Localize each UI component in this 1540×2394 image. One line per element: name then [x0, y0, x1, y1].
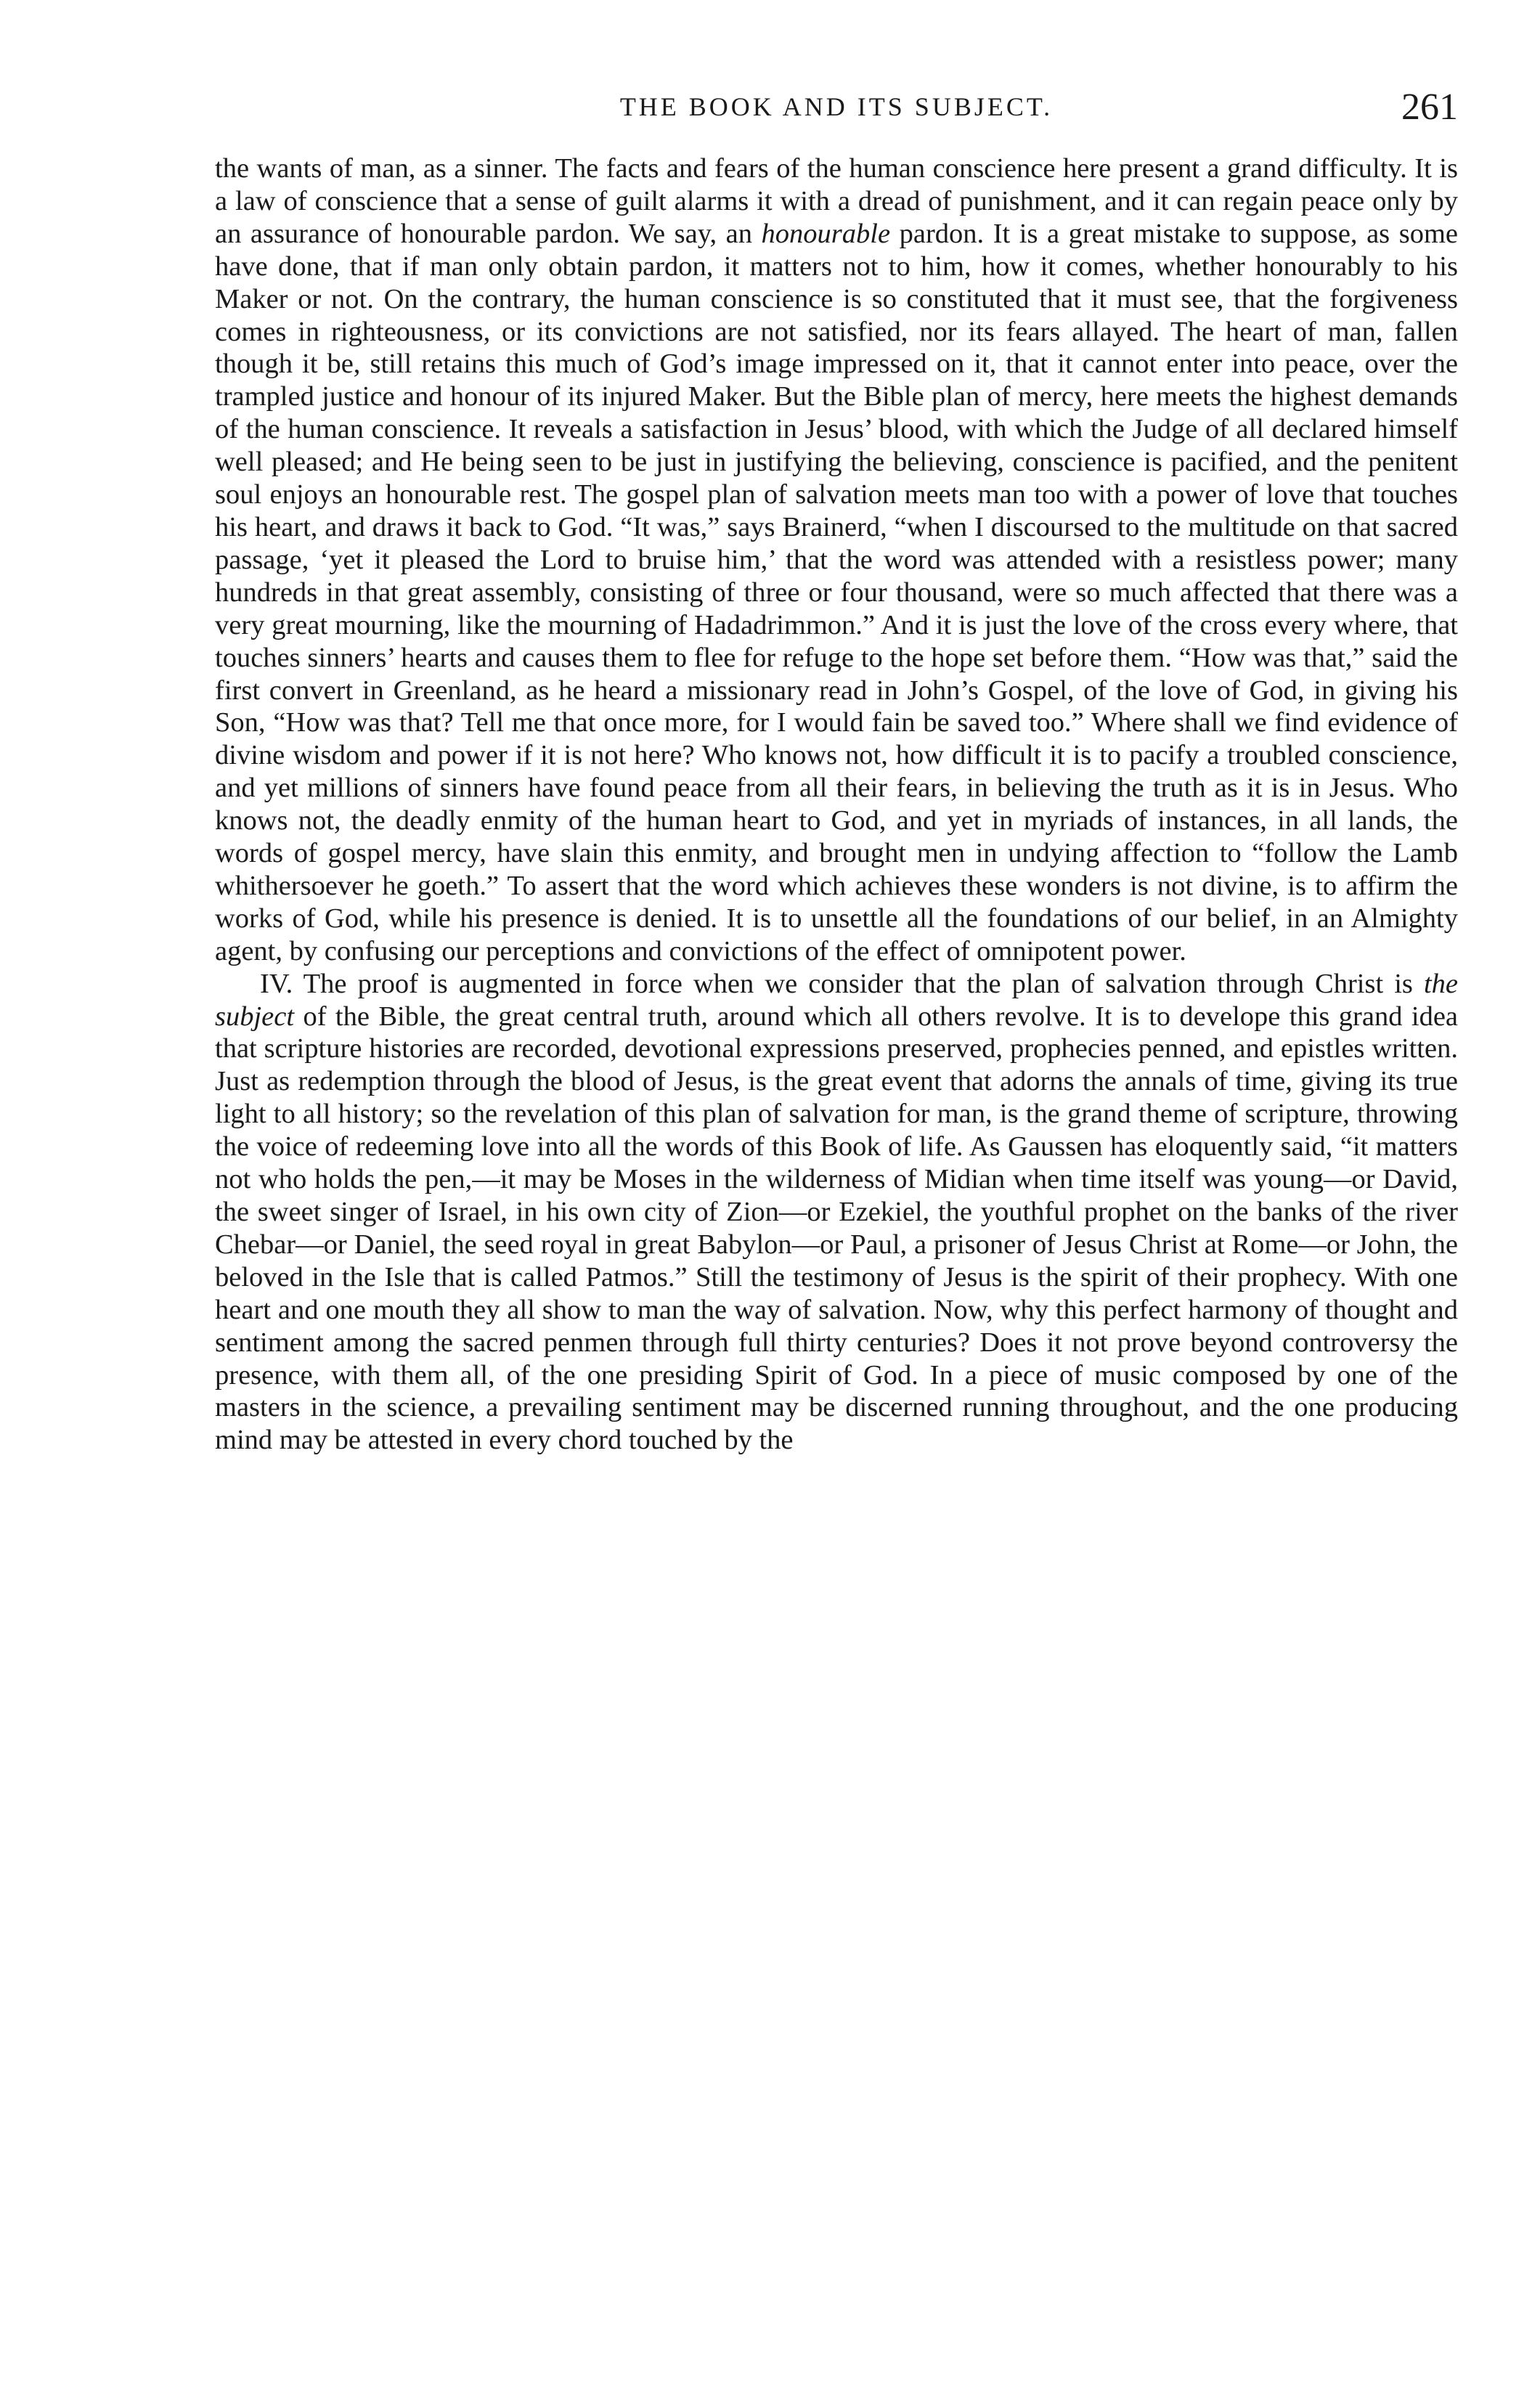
running-header: [215, 86, 1458, 139]
paragraph-2-text-start: IV. The proof is augmented in force when we consider that the plan of salvation through Christ is: [260, 968, 1424, 999]
paragraph-1: [215, 152, 1458, 968]
body-text: [215, 152, 1458, 1457]
paragraph-2-text-end: of the Bible, the great central truth, around which all others revolve. It is to develope this grand idea that scripture histories are recorded, devotional expressions preserved, prophecies penned, and epistles written. Just as redemption through the blood of Jesus, is the great event that adorns the annals of time, giving its true light to all history; so the revelation of this plan of salvation for man, is the grand theme of scripture, throwing the voice of redeeming love into all the words of this Book of life. As Gaussen has eloquently said, “it matters not who holds the pen,—it may be Moses in the wilderness of Midian when time itself was young—or David, the sweet singer of Israel, in his own city of Zion—or Ezekiel, the youthful prophet on the banks of the river Chebar—or Daniel, the seed royal in great Babylon—or Paul, a prisoner of Jesus Christ at Rome—or John, the beloved in the Isle that is called Patmos.” Still the testimony of Jesus is the spirit of their prophecy. With one heart and one mouth they all show to man the way of salvation. Now, why this perfect harmony of thought and sentiment among the sacred penmen through full thirty centuries? Does it not prove beyond controversy the presence, with them all, of the one presiding Spirit of God. In a piece of music composed by one of the masters in the science, a prevailing sentiment may be discerned running throughout, and the one producing mind may be attested in every chord touched by the: [215, 1001, 1458, 1456]
paragraph-1-text-end: pardon. It is a great mistake to suppose, as some have done, that if man only obtain pardon, it matters not to him, how it comes, whether honourably to his Maker or not. On the contrary, the human conscience is so constituted that it must see, that the forgiveness comes in righteousness, or its convictions are not satisfied, nor its fears allayed. The heart of man, fallen though it be, still retains this much of God’s image impressed on it, that it cannot enter into peace, over the trampled justice and honour of its injured Maker. But the Bible plan of mercy, here meets the highest demands of the human conscience. It reveals a satisfaction in Jesus’ blood, with which the Judge of all declared himself well pleased; and He being seen to be just in justifying the believing, conscience is pacified, and the penitent soul enjoys an honourable rest. The gospel plan of salvation meets man too with a power of love that touches his heart, and draws it back to God. “It was,” says Brainerd, “when I discoursed to the multitude on that sacred passage, ‘yet it pleased the Lord to bruise him,’ that the word was attended with a resistless power; many hundreds in that great assembly, consisting of three or four thousand, were so much affected that there was a very great mourning, like the mourning of Hadadrimmon.” And it is just the love of the cross every where, that touches sinners’ hearts and causes them to flee for refuge to the hope set before them. “How was that,” said the first convert in Greenland, as he heard a missionary read in John’s Gospel, of the love of God, in giving his Son, “How was that? Tell me that once more, for I would fain be saved too.” Where shall we find evidence of divine wisdom and power if it is not here? Who knows not, how difficult it is to pacify a troubled conscience, and yet millions of sinners have found peace from all their fears, in believing the truth as it is in Jesus. Who knows not, the deadly enmity of the human heart to God, and yet in myriads of instances, in all lands, the words of gospel mercy, have slain this enmity, and brought men in undying affection to “follow the Lamb whithersoever he goeth.” To assert that the word which achieves these wonders is not divine, is to affirm the works of God, while his presence is denied. It is to unsettle all the foundations of our belief, in an Almighty agent, by confusing our perceptions and convictions of the effect of omnipotent power.: [215, 218, 1458, 966]
page-number: 261: [1401, 86, 1458, 128]
book-page: [215, 86, 1458, 1457]
paragraph-1-italic-honourable: honourable: [761, 218, 891, 249]
paragraph-1-text-start: the wants of man, as a sinner. The facts and fears of the human conscience here present a grand difficulty. It is a law of conscience that a sense of guilt alarms it with a dread of punishment, and it can regain peace only by an assurance of honourable pardon. We say, an: [215, 153, 1458, 249]
running-title: THE BOOK AND ITS SUBJECT.: [619, 92, 1054, 121]
paragraph-2-italic-the-subject: the subject: [215, 968, 1458, 1032]
paragraph-2: [215, 968, 1458, 1457]
